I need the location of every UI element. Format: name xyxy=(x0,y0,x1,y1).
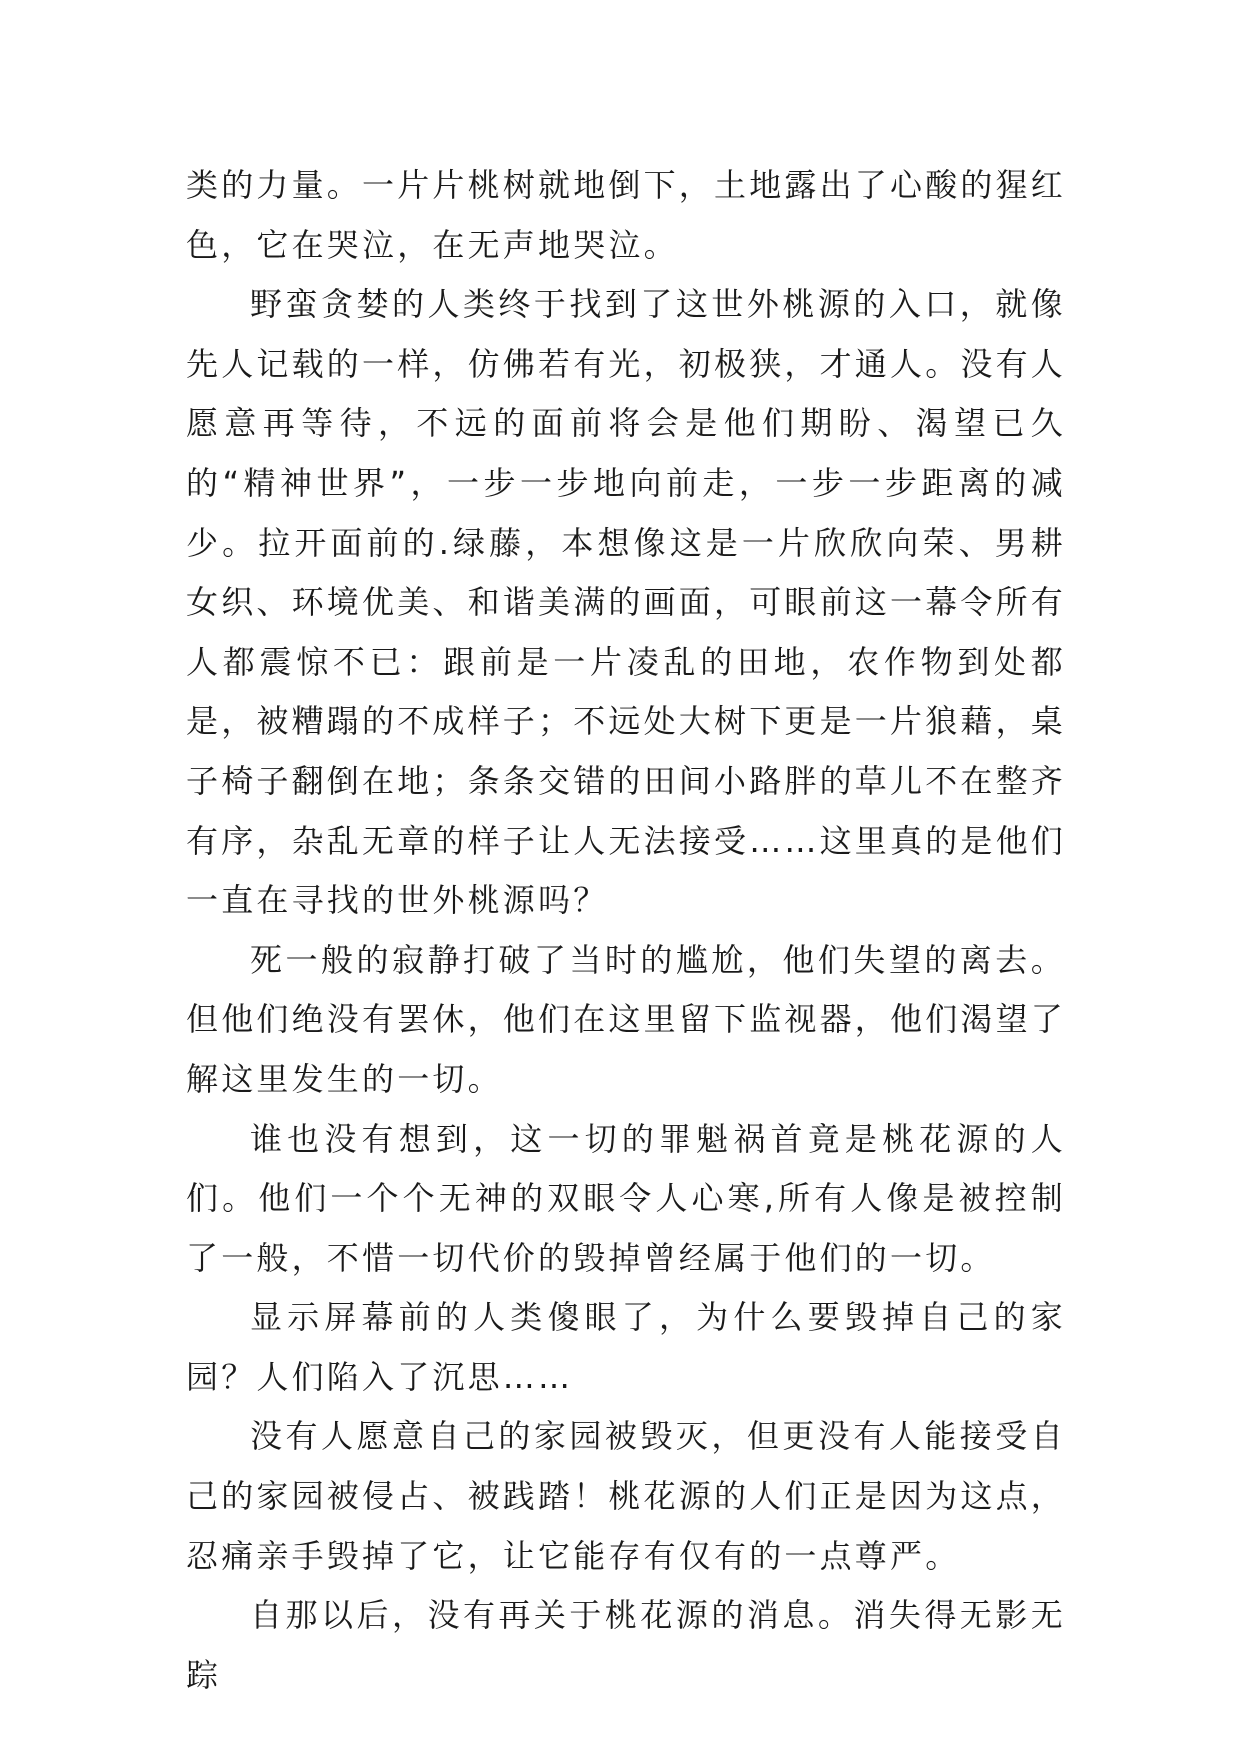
article-body xyxy=(186,156,1066,1705)
paragraph-4: 谁也没有想到，这一切的罪魁祸首竟是桃花源的人们。他们一个个无神的双眼令人心寒,所有人像是被控制了一般，不惜一切代价的毁掉曾经属于他们的一切。 xyxy=(186,1119,1066,1277)
paragraph-5: 显示屏幕前的人类傻眼了，为什么要毁掉自己的家园？人们陷入了沉思…… xyxy=(186,1298,1066,1396)
paragraph-1: 类的力量。一片片桃树就地倒下，土地露出了心酸的猩红色，它在哭泣，在无声地哭泣。 xyxy=(186,166,1067,264)
paragraph-6: 没有人愿意自己的家园被毁灭，但更没有人能接受自己的家园被侵占、被践踏！桃花源的人们正是因为这点，忍痛亲手毁掉了它，让它能存有仅有的一点尊严。 xyxy=(186,1417,1067,1575)
paragraph-3: 死一般的寂静打破了当时的尴尬，他们失望的离去。但他们绝没有罢休，他们在这里留下监视器，他们渴望了解这里发生的一切。 xyxy=(186,940,1067,1098)
paragraph-7: 自那以后，没有再关于桃花源的消息。消失得无影无踪 xyxy=(186,1596,1066,1694)
paragraph-2: 野蛮贪婪的人类终于找到了这世外桃源的入口，就像先人记载的一样，仿佛若有光，初极狭，才通人。没有人愿意再等待，不远的面前将会是他们期盼、渴望已久的“精神世界”，一步一步地向前走，一步一步距离的减少。拉开面前的.绿藤，本想像这是一片欣欣向荣、男耕女织、环境优美、和谐美满的画面，可眼前这一幕令所有人都震惊不已：跟前是一片凌乱的田地，农作物到处都是，被糟蹋的不成样子；不远处大树下更是一片狼藉，桌子椅子翻倒在地；条条交错的田间小路胖的草儿不在整齐有序，杂乱无章的样子让人无法接受……这里真的是他们一直在寻找的世外桃源吗？ xyxy=(186,285,1067,920)
